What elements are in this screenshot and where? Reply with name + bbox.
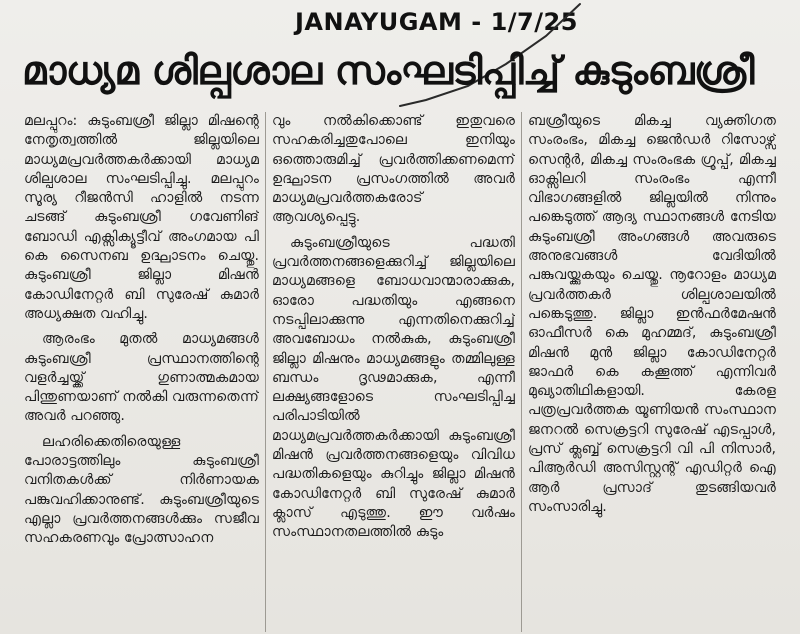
column-divider [265,112,266,632]
source-annotation: JANAYUGAM - 1/7/25 [295,8,578,36]
article-column-2 [272,112,515,632]
paragraph: മലപ്പുറം: കുടുംബശ്രീ ജില്ലാ മിഷന്റെ നേതൃത്വത്തിൽ ജില്ലയിലെ മാധ്യമപ്രവർത്തകർക്കായി മാധ്യമ ശില്പശാല സംഘടിപ്പിച്ചു. മലപ്പുറം സൂര്യ റീജൻസി ഹാളിൽ നടന്ന ചടങ്ങ് കുടുംബശ്രീ ഗവേണിങ് ബോഡി എക്സിക്യൂട്ടീവ് അംഗമായ പി കെ സൈനബ ഉദ്ഘാടനം ചെയ്തു. കുടുംബശ്രീ ജില്ലാ മിഷൻ കോഡിനേറ്റർ ബി സുരേഷ് കുമാർ അധ്യക്ഷത വഹിച്ചു. [24,113,259,322]
paragraph: ആരംഭം മുതൽ മാധ്യമങ്ങൾ കുടുംബശ്രീ പ്രസ്ഥാനത്തിന്റെ വളർച്ചയ്ക്ക് ഗുണാത്മകമായ പിന്തുണയാണ് നൽകി വരുന്നതെന്ന് അവർ പറഞ്ഞു. [24,331,259,425]
paragraph: ബശ്രീയുടെ മികച്ച വ്യക്തിഗത സംരംഭം, മികച്ച ജെൻഡർ റിസോഴ്സ് സെന്റർ, മികച്ച സംരംഭക ഗ്രൂപ്പ്, മികച്ച ഓക്സിലറി സംരംഭം എന്നീ വിഭാഗങ്ങളിൽ ജില്ലയിൽ നിന്നും പങ്കെടുത്ത് ആദ്യ സ്ഥാനങ്ങൾ നേടിയ കുടുംബശ്രീ അംഗങ്ങൾ അവരുടെ അനുഭവങ്ങൾ വേദിയിൽ പങ്കുവയ്ക്കുകയും ചെയ്തു. നൂറോളം മാധ്യമ പ്രവർത്തകർ ശില്പശാലയിൽ പങ്കെടുത്തു. ജില്ലാ ഇൻഫർമേഷൻ ഓഫീസർ കെ മുഹമ്മദ്, കുടുംബശ്രീ മിഷൻ മുൻ ജില്ലാ കോഡിനേറ്റർ ജാഫർ കെ കക്കൂത്ത് എന്നിവർ മുഖ്യാതിഥികളായി. കേരള പത്രപ്രവർത്തക യൂണിയൻ സംസ്ഥാന ജനറൽ സെക്രട്ടറി സുരേഷ് എടപ്പാൾ, പ്രസ് ക്ലബ്ബ് സെക്രട്ടറി വി പി നിസാർ, പിആർഡി അസിസ്റ്റന്റ് എഡിറ്റർ ഐ ആർ പ്രസാദ് തുടങ്ങിയവർ സംസാരിച്ചു. [528,113,776,515]
article-column-1 [24,112,259,632]
paragraph: ലഹരിക്കെതിരെയുള്ള പോരാട്ടത്തിലും കുടുംബശ്രീ വനിതകൾക്ക് നിർണായക പങ്കുവഹിക്കാനുണ്ട്. കുടുംബശ്രീയുടെ എല്ലാ പ്രവർത്തനങ്ങൾക്കും സജീവ സഹകരണവും പ്രോത്സാഹന [24,433,259,547]
article-column-3 [528,112,776,632]
article-headline: മാധ്യമ ശില്പശാല സംഘടിപ്പിച്ച് കുടുംബശ്രീ [22,49,754,94]
paragraph: കുടുംബശ്രീയുടെ പദ്ധതി പ്രവർത്തനങ്ങളെക്കുറിച്ച് ജില്ലയിലെ മാധ്യമങ്ങളെ ബോധവാന്മാരാക്കുക, ഓരോ പദ്ധതിയും എങ്ങനെ നടപ്പിലാക്കുന്നു എന്നതിനെക്കുറിച്ച് അവബോധം നൽകുക, കുടുംബശ്രീ ജില്ലാ മിഷനും മാധ്യമങ്ങളും തമ്മിലുള്ള ബന്ധം ദൃഢമാക്കുക, എന്നീ ലക്ഷ്യങ്ങളോടെ സംഘടിപ്പിച്ച പരിപാടിയിൽ മാധ്യമപ്രവർത്തകർക്കായി കുടുംബശ്രീ മിഷൻ പ്രവർത്തനങ്ങളെയും വിവിധ പദ്ധതികളെയും കുറിച്ചും ജില്ലാ മിഷൻ കോഡിനേറ്റർ ബി സുരേഷ് കുമാർ ക്ലാസ് എടുത്തു. ഈ വർഷം സംസ്ഥാനതലത്തിൽ കുടും [272,234,515,541]
column-divider [521,112,522,632]
paragraph: വും നൽകിക്കൊണ്ട് ഇതുവരെ സഹകരിച്ചതുപോലെ ഇനിയും ഒത്തൊരുമിച്ച് പ്രവർത്തിക്കണമെന്ന് ഉദ്ഘാടന പ്രസംഗത്തിൽ അവർ മാധ്യമപ്രവർത്തകരോട് ആവശ്യപ്പെട്ടു. [272,113,515,226]
